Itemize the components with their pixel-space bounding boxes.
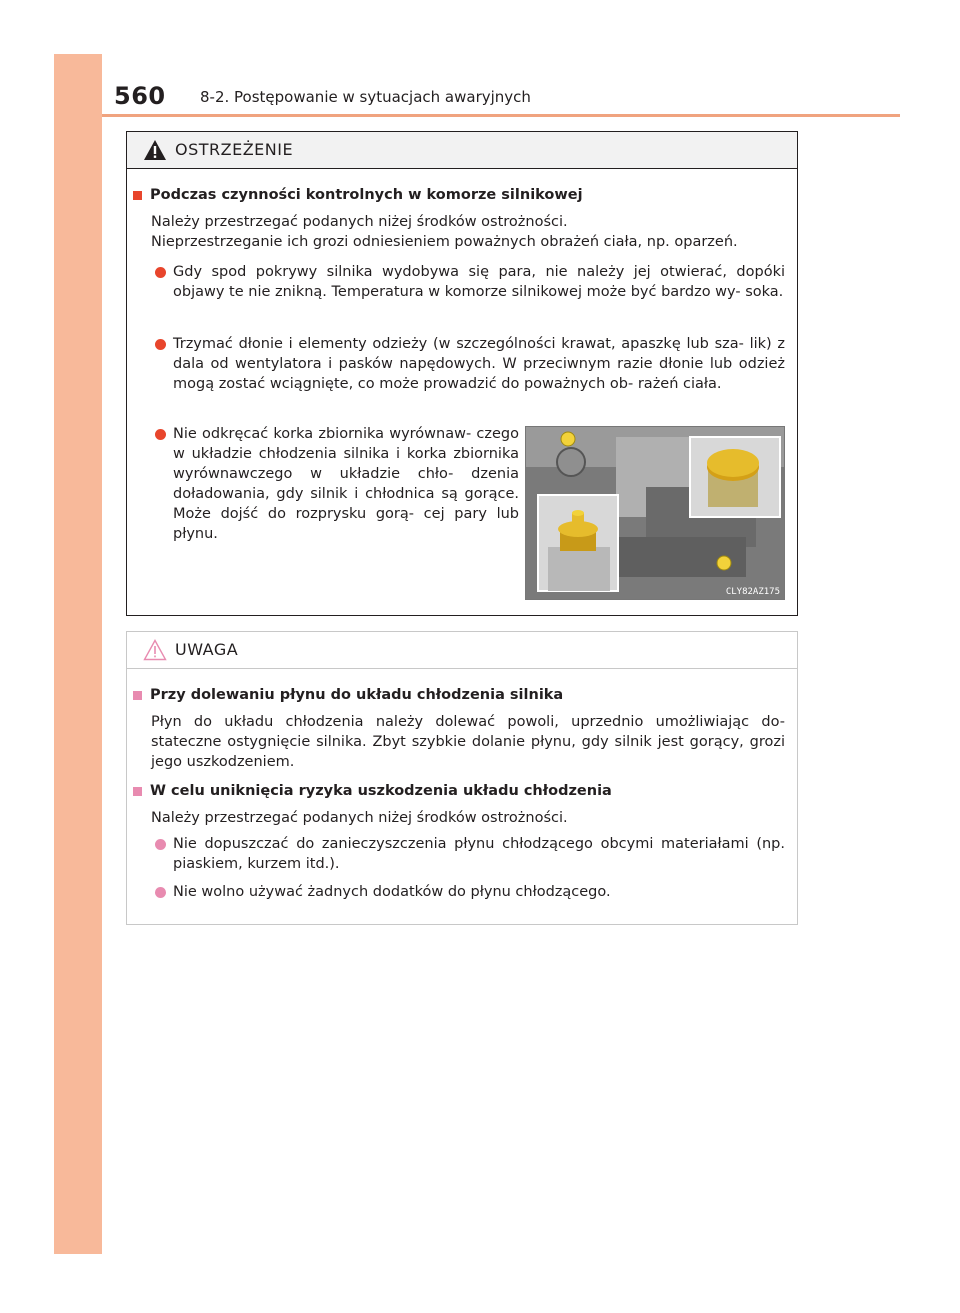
notice-bullet-2 bbox=[151, 882, 785, 902]
square-bullet-icon bbox=[133, 191, 142, 200]
engine-illustration bbox=[526, 427, 784, 599]
notice-section-1-title bbox=[133, 687, 563, 703]
notice-header bbox=[127, 632, 797, 669]
notice-title: UWAGA bbox=[175, 640, 239, 659]
warning-triangle-icon bbox=[143, 139, 167, 161]
notice-box bbox=[126, 631, 798, 925]
warning-intro-line-1: Należy przestrzegać podanych niżej środków ostrożności. bbox=[151, 214, 568, 230]
warning-bullet-1 bbox=[151, 262, 785, 302]
bullet-text: Trzymać dłonie i elementy odzieży (w szczególności krawat, apaszkę lub sza- lik) z dala od wentylatora i pasków napędowych. W przeciwnym razie dłonie lub odzież mogą zostać wciągnięte, co może prowadzić do poważnych ob- rażeń ciała. bbox=[173, 336, 785, 392]
notice-section-2-title bbox=[133, 783, 612, 799]
section-title-text: W celu uniknięcia ryzyka uszkodzenia układu chłodzenia bbox=[150, 783, 612, 799]
bullet-dot-icon bbox=[155, 887, 166, 898]
warning-intro-line-2: Nieprzestrzeganie ich grozi odniesieniem poważnych obrażeń ciała, np. oparzeń. bbox=[151, 234, 738, 250]
header-rule bbox=[102, 114, 900, 117]
square-bullet-icon bbox=[133, 787, 142, 796]
bullet-text: Gdy spod pokrywy silnika wydobywa się para, nie należy jej otwierać, dopóki objawy te nie znikną. Temperatura w komorze silnikowej może być bardzo wy- soka. bbox=[173, 264, 785, 300]
warning-bullet-2 bbox=[151, 334, 785, 394]
notice-section-1-text: Płyn do układu chłodzenia należy dolewać powoli, uprzednio umożliwiając do- stateczne ostygnięcie silnika. Zbyt szybkie dolanie płynu, gdy silnik jest gorący, grozi jego uszkodzeniem. bbox=[151, 714, 785, 770]
caution-triangle-icon bbox=[143, 639, 167, 661]
square-bullet-icon bbox=[133, 691, 142, 700]
bullet-dot-icon bbox=[155, 339, 166, 350]
page-number: 560 bbox=[114, 82, 166, 110]
page-header bbox=[102, 80, 902, 114]
warning-box bbox=[126, 131, 798, 616]
bullet-dot-icon bbox=[155, 839, 166, 850]
warning-header bbox=[127, 132, 797, 169]
bullet-dot-icon bbox=[155, 429, 166, 440]
bullet-text: Nie dopuszczać do zanieczyszczenia płynu chłodzącego obcymi materiałami (np. piaskiem, kurzem itd.). bbox=[173, 836, 785, 872]
warning-bullet-3 bbox=[151, 424, 519, 544]
engine-bay-photo bbox=[525, 426, 785, 600]
image-code: CLY82AZ175 bbox=[725, 587, 780, 597]
section-title-text: Przy dolewaniu płynu do układu chłodzenia silnika bbox=[150, 687, 564, 703]
notice-bullet-1 bbox=[151, 834, 785, 874]
bullet-text: Nie wolno używać żadnych dodatków do płynu chłodzącego. bbox=[173, 884, 611, 900]
notice-section-2-text: Należy przestrzegać podanych niżej środków ostrożności. bbox=[151, 810, 568, 826]
side-color-bar bbox=[54, 54, 102, 1254]
bullet-dot-icon bbox=[155, 267, 166, 278]
warning-title: OSTRZEŻENIE bbox=[175, 140, 294, 159]
bullet-text: Nie odkręcać korka zbiornika wyrównaw- czego w układzie chłodzenia silnika i korka zbiornika wyrównawczego w układzie chło- dzenia doładowania, gdy silnik i chłodnica są gorące. Może dojść do rozprysku gorą- cej pary lub płynu. bbox=[173, 426, 519, 542]
chapter-title: 8-2. Postępowanie w sytuacjach awaryjnych bbox=[200, 88, 531, 106]
section-title-text: Podczas czynności kontrolnych w komorze silnikowej bbox=[150, 187, 583, 203]
warning-section-title bbox=[133, 187, 583, 203]
